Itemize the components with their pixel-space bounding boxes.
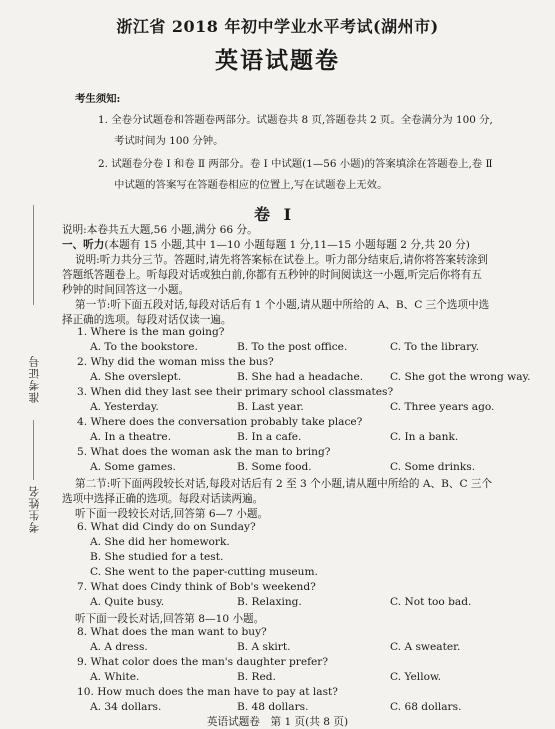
q7-option-c: C. Not too bad.	[390, 596, 472, 608]
question-4: 4. Where does the conversation probably take place?	[77, 416, 363, 428]
q7-option-a: A. Quite busy.	[90, 596, 165, 608]
exam-title: 浙江省 2018 年初中学业水平考试(湖州市)	[116, 17, 439, 36]
exam-id-line	[33, 205, 34, 305]
listen-instruction-8-10: 听下面一段长对话,回答第 8—10 小题。	[75, 613, 265, 625]
q2-option-a: A. She overslept.	[90, 371, 182, 383]
exam-id-label: 准考证号	[28, 355, 41, 403]
q4-option-c: C. In a bank.	[390, 431, 459, 443]
notice-item-1-line-2: 考试时间为 100 分钟。	[114, 135, 224, 147]
q3-option-a: A. Yesterday.	[90, 401, 159, 413]
q6-option-c: C. She went to the paper-cutting museum.	[90, 566, 318, 578]
question-3: 3. When did they last see their primary school classmates?	[77, 386, 394, 398]
q5-option-a: A. Some games.	[90, 461, 176, 473]
q5-option-b: B. Some food.	[237, 461, 312, 473]
q8-option-a: A. A dress.	[90, 641, 148, 653]
paper-title: 英语试题卷	[215, 47, 340, 74]
name-line	[33, 420, 34, 480]
intro-text: 说明:本卷共五大题,56 小题,满分 66 分。	[62, 224, 258, 236]
listening-heading: 一、听力	[62, 239, 105, 251]
question-5: 5. What does the woman ask the man to bring?	[77, 446, 331, 458]
q1-option-c: C. To the library.	[390, 341, 480, 353]
q1-option-b: B. To the post office.	[237, 341, 348, 353]
section-1-line-2: 择正确的选项。每段对话仅读一遍。	[62, 314, 232, 326]
notice-item-2-line-2: 中试题的答案写在答题卷相应的位置上,写在试题卷上无效。	[114, 179, 388, 191]
q10-option-b: B. 48 dollars.	[237, 701, 309, 713]
name-label: 考生姓名	[28, 485, 41, 533]
question-9: 9. What color does the man's daughter prefer?	[77, 656, 329, 668]
q9-option-a: A. White.	[90, 671, 140, 683]
q9-option-b: B. Red.	[237, 671, 276, 683]
listening-heading-note: (本题有 15 小题,其中 1—10 小题每题 1 分,11—15 小题每题 2 分,共 20 分)	[104, 239, 470, 251]
notice-item-1-line-1: 1. 全卷分试题卷和答题卷两部分。试题卷共 8 页,答题卷共 2 页。全卷满分为 100 分,	[98, 114, 493, 126]
q10-option-a: A. 34 dollars.	[90, 701, 162, 713]
q9-option-c: C. Yellow.	[390, 671, 442, 683]
question-6: 6. What did Cindy do on Sunday?	[77, 521, 256, 533]
question-8: 8. What does the man want to buy?	[77, 626, 267, 638]
question-1: 1. Where is the man going?	[77, 326, 225, 338]
q7-option-b: B. Relaxing.	[237, 596, 302, 608]
section-1-line-1: 第一节:听下面五段对话,每段对话后有 1 个小题,请从题中所给的 A、B、C 三个选项中选	[75, 299, 490, 311]
listening-desc-2: 答题纸答题卷上。听每段对话或独白前,你都有五秒钟的时间阅读这一小题,听完后你将有五	[62, 269, 482, 281]
q4-option-b: B. In a cafe.	[237, 431, 302, 443]
notice-heading: 考生须知:	[75, 93, 121, 105]
q8-option-b: B. A skirt.	[237, 641, 291, 653]
q3-option-b: B. Last year.	[237, 401, 304, 413]
listening-desc-3: 秒钟的时间回答这一小题。	[62, 284, 190, 296]
q1-option-a: A. To the bookstore.	[90, 341, 198, 353]
question-2: 2. Why did the woman miss the bus?	[77, 356, 274, 368]
q8-option-c: C. A sweater.	[390, 641, 461, 653]
q5-option-c: C. Some drinks.	[390, 461, 476, 473]
question-7: 7. What does Cindy think of Bob's weekend?	[77, 581, 316, 593]
listening-desc-1: 说明:听力共分三节。答题时,请先将答案标在试卷上。听力部分结束后,请你将答案转涂到	[75, 254, 488, 266]
q3-option-c: C. Three years ago.	[390, 401, 495, 413]
page-footer: 英语试题卷 第 1 页(共 8 页)	[206, 716, 349, 728]
volume-label: 卷 Ⅰ	[254, 205, 296, 224]
section-2-line-2: 选项中选择正确的选项。每段对话读两遍。	[62, 493, 264, 505]
listening-heading-row	[62, 237, 470, 252]
q2-option-b: B. She had a headache.	[237, 371, 364, 383]
q2-option-c: C. She got the wrong way.	[390, 371, 531, 383]
notice-item-2-line-1: 2. 试题卷分卷 Ⅰ 和卷 Ⅱ 两部分。卷 Ⅰ 中试题(1—56 小题)的答案填涂在答题卷上,卷 Ⅱ	[98, 158, 493, 170]
q6-option-a: A. She did her homework.	[90, 536, 230, 548]
q6-option-b: B. She studied for a test.	[90, 551, 224, 563]
q4-option-a: A. In a theatre.	[90, 431, 172, 443]
q10-option-c: C. 68 dollars.	[390, 701, 462, 713]
listen-instruction-6-7: 听下面一段较长对话,回答第 6—7 小题。	[75, 508, 269, 520]
section-2-line-1: 第二节:听下面两段较长对话,每段对话后有 2 至 3 个小题,请从题中所给的 A、B、C 三个	[75, 478, 493, 490]
question-10: 10. How much does the man have to pay at last?	[77, 686, 338, 698]
